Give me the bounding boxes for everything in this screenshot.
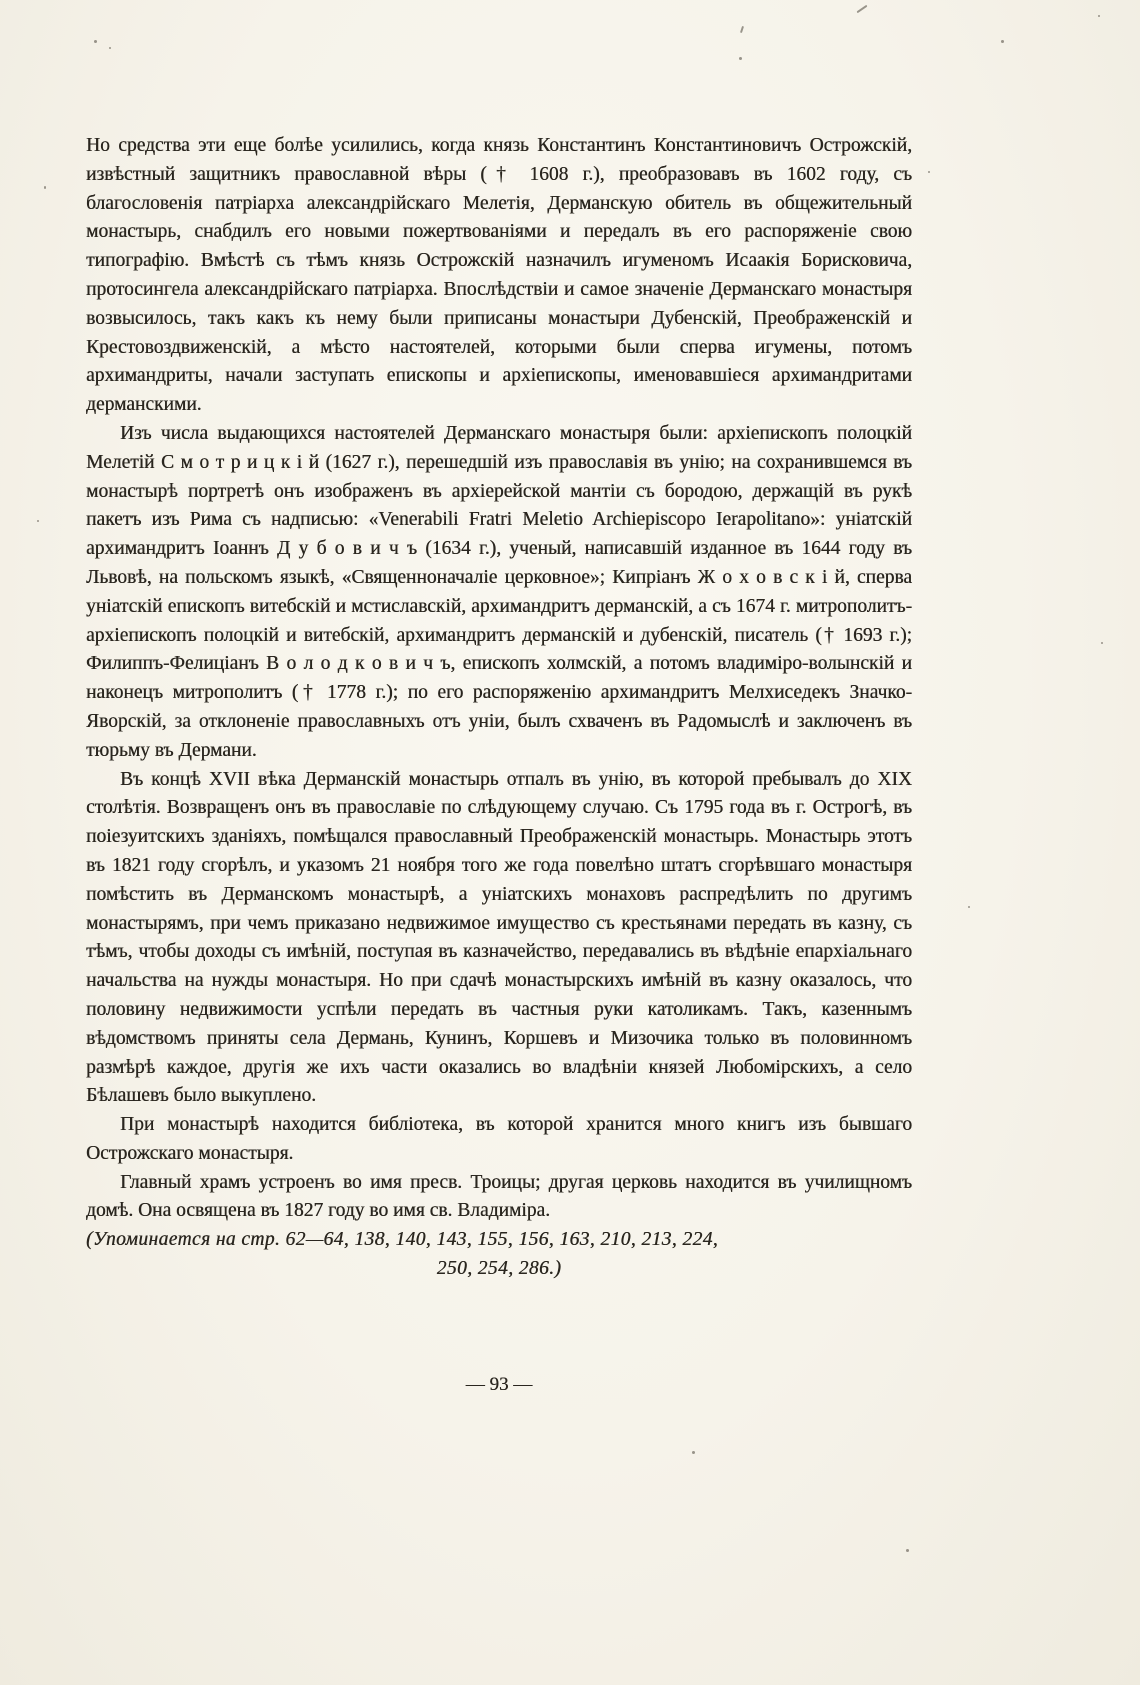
scan-speck — [906, 1549, 909, 1552]
paragraph-continuation: Но средства эти еще болѣе усилились, когда князь Константинъ Константиновичъ Острожскій, извѣстный защитникъ православной вѣры († 1608 г.), преобразовавъ въ 1602 году, съ благословенія патріарха александрійскаго Мелетія, Дерманскую обитель въ общежительный монастырь, снабдилъ его новыми пожертвованіями и передалъ въ его распоряженіе свою типографію. Вмѣстѣ съ тѣмъ князь Острожскій назначилъ игуменомъ Исаакія Борисковича, протосингела александрійскаго патріарха. Впослѣдствіи и самое значеніе Дерманскаго монастыря возвысилось, такъ какъ къ нему были приписаны монастыри Дубенскій, Преображенскій и Крестовоздвиженскій, а мѣсто настоятелей, которыми были сперва игумены, потомъ архимандриты, начали заступать епископы и архіепископы, именовавшіеся архимандритами дерманскими. — [86, 135, 912, 416]
scan-speck — [739, 57, 742, 60]
scan-speck — [740, 26, 744, 33]
page-text-block — [86, 132, 912, 1284]
reference-note-line2: 250, 254, 286.) — [436, 1258, 562, 1280]
paragraph-abbots: Изъ числа выдающихся настоятелей Дерманскаго монастыря были: архіепископъ полоцкій Мелетій С м о т р и ц к і й (1627 г.), перешедшій изъ православія въ унію; на сохранившемся въ монастырѣ портретѣ онъ изображенъ въ архіерейской мантіи съ бородою, держащій въ рукѣ пакетъ изъ Рима съ надписью: «Venerabili Fratri Meletio Archiepiscopo Ierapolitano»: уніатскій архимандритъ Іоаннъ Д у б о в и ч ъ (1634 г.), ученый, написавшій изданное въ 1644 году въ Львовѣ, на польскомъ языкѣ, «Священноначаліе церковное»; Кипріанъ Ж о х о в с к і й, сперва уніатскій епископъ витебскій и мстиславскій, архимандритъ дерманскій, а съ 1674 г. митрополитъ-архіепископъ полоцкій и витебскій, архимандритъ дерманскій и дубенскій, писатель († 1693 г.); Филиппъ-Фелиціанъ В о л о д к о в и ч ъ, епископъ холмскій, а потомъ владиміро-волынскій и наконецъ митрополитъ († 1778 г.); по его распоряженію архимандритъ Мелхиседекъ Значко-Яворскій, за отклоненіе православныхъ отъ уніи, былъ схваченъ въ Радомыслѣ и заключенъ въ тюрьму въ Дермани. — [86, 422, 912, 761]
scan-speck — [109, 47, 111, 49]
scan-speck — [37, 520, 39, 522]
paragraph-library: При монастырѣ находится библіотека, въ которой хранится много книгъ изъ бывшаго Острожскаго монастыря. — [86, 1114, 912, 1164]
scan-speck — [1101, 642, 1103, 644]
scan-speck — [94, 40, 97, 43]
scan-speck — [1098, 15, 1100, 17]
paragraph-churches: Главный храмъ устроенъ во имя пресв. Троицы; другая церковь находится въ училищномъ домѣ. Она освящена въ 1827 году во имя св. Владиміра. — [86, 1171, 912, 1222]
scan-speck — [928, 171, 930, 173]
reference-note-line1: (Упоминается на стр. 62—64, 138, 140, 143, 155, 156, 163, 210, 213, 224, — [86, 1229, 719, 1251]
paragraph-history: Въ концѣ XVII вѣка Дерманскій монастырь отпалъ въ унію, въ которой пребывалъ до XIX столѣтія. Возвращенъ онъ въ православіе по слѣдующему случаю. Съ 1795 года въ г. Острогѣ, въ поіезуитскихъ зданіяхъ, помѣщался православный Преображенскій монастырь. Монастырь этотъ въ 1821 году сгорѣлъ, и указомъ 21 ноября того же года повелѣно штатъ сгорѣвшаго монастыря помѣстить въ Дерманскомъ монастырѣ, а уніатскихъ монаховъ распредѣлить по другимъ монастырямъ, при чемъ приказано недвижимое имущество съ крестьянами передать въ казну, съ тѣмъ, чтобы доходы съ имѣній, поступая въ казначейство, передавались въ вѣдѣніе епархіальнаго начальства на нужды монастыря. Но при сдачѣ монастырскихъ имѣній въ казну оказалось, что половину недвижимости успѣли передать въ частныя руки католикамъ. Такъ, казеннымъ вѣдомствомъ приняты села Дермань, Кунинъ, Коршевъ и Мизочика только въ половинномъ размѣрѣ каждое, другія же ихъ части оказались во владѣніи князей Любомірскихъ, а село Бѣлашевъ было выкуплено. — [86, 768, 912, 1107]
scan-speck — [968, 906, 970, 908]
scan-speck — [1001, 40, 1004, 43]
scan-speck — [44, 186, 46, 189]
scan-speck — [857, 5, 868, 14]
scan-speck — [692, 1451, 695, 1454]
page-number: — 93 — — [465, 1374, 533, 1395]
